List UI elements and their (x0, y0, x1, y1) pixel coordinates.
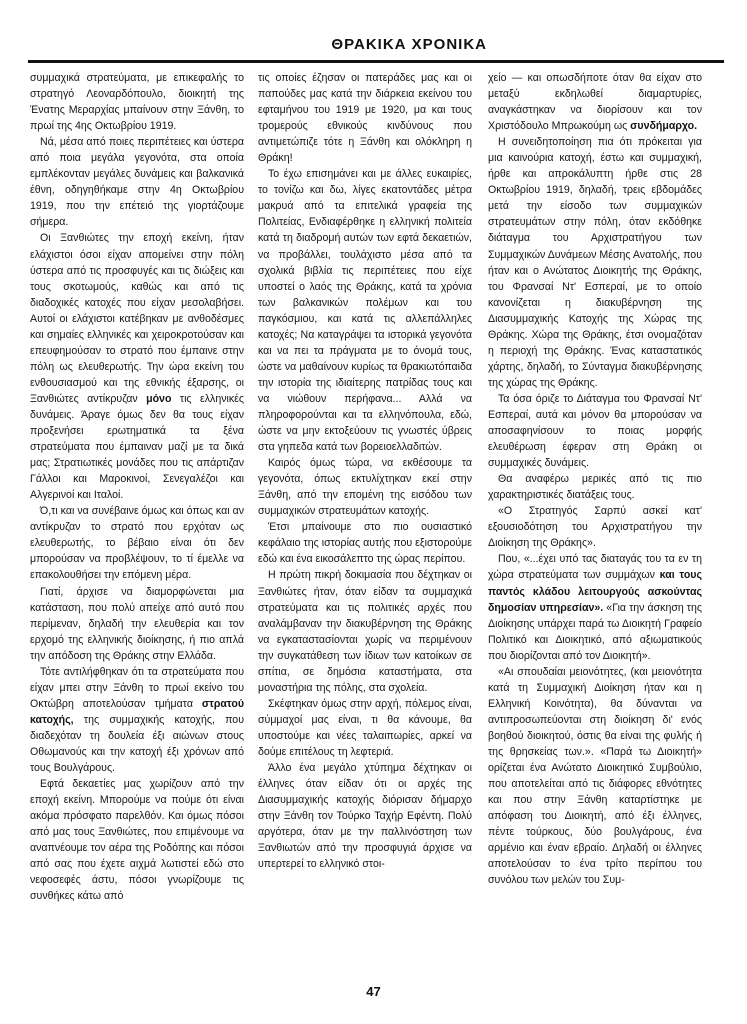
paragraph (258, 70, 472, 166)
text: Τα όσα όριζε το Διάταγμα του Φρανσαί Ντ' Εσπεραί, αυτά και μόνον θα μπορούσαν να αποσαφηνίσουν το ποιας μορφής ελευθέρωση έφεραν στη Θράκη οι συμμαχικές δυνάμεις. (488, 392, 702, 470)
paragraph (488, 551, 702, 663)
bold-text: στρατού κατοχής, (30, 697, 244, 726)
paragraph (488, 471, 702, 503)
paragraph (258, 519, 472, 567)
text: συμμαχικά στρατεύματα, με επικεφαλής το στρατηγό Λεοναρδόπουλο, διοικητή της Ένατης Μεραρχίας μπαίνουν στην Ξάνθη, το πρωί της 4ης Οκτωβρίου 1919. (30, 72, 244, 133)
text: Έτσι μπαίνουμε στο πιο ουσιαστικό κεφάλαιο της ιστορίας αυτής που εξιστορούμε εδώ και ένα εικοσάλεπτο της ώρας περίπου. (258, 521, 472, 566)
text: «Ο Στρατηγός Σαρπύ ασκεί κατ' εξουσιοδότηση του Αρχιστρατήγου την Διοίκηση της Θράκης». (488, 505, 702, 550)
text: Καιρός όμως τώρα, να εκθέσουμε τα γεγονότα, όπως εκτυλίχτηκαν εκεί στην Ξάνθη, από την επομένη της εισόδου των συμμαχικών στρατευμάτων κατοχής. (258, 457, 472, 518)
text: Γιατί, άρχισε να διαμορφώνεται μια κατάσταση, που πολύ απείχε από αυτό που περίμεναν, δηλαδή την ελευθερία και τον ερχομό της ελληνικής διοίκησης, ή πιο απλά την απόδοση της Θράκης στην Ελλάδα. (30, 585, 244, 662)
paragraph (488, 503, 702, 551)
paragraph (258, 567, 472, 695)
text: Η συνειδητοποίηση πια ότι πρόκειται για μια καινούρια κατοχή, έστω και συμμαχική, ήρθε και απροκάλυπτη ήρθε στις 28 Οκτωβρίου 1919, δηλαδή, τρεις εβδομάδες μετά την είσοδο των συμμαχικών στρατευμάτων στην πόλη, όταν εκδόθηκε διάταγμα του Αρχιστρατήγου των Συμμαχικών Δυνάμεων Μέσης Ανατολής, που ήταν και ο Ανώτατος Διοικητής της Θράκης, του Φρανσαί Ντ' Εσπεραί, με το οποίο κανονίζεται η διακυβέρνηση της Διασυμμαχικής Κατοχής της Χώρας της Θράκης. Χώρα της Θράκης, έτσι ονομαζόταν η περιοχή της Θράκης. Ένας καταστατικός χάρτης, δηλαδή, το Σύνταγμα διακυβέρνησης της χώρας της Θράκης. (488, 136, 702, 389)
bold-text: και τους παντός κλάδου λειτουργούς ασκούντας δημοσίαν υπηρεσίαν». (488, 569, 702, 614)
text: Άλλο ένα μεγάλο χτύπημα δέχτηκαν οι έλληνες όταν είδαν ότι οι αρχές της Διασυμμαχικής κατοχής διόρισαν δήμαρχο στην Ξάνθη τον Τούρκο Ταχήρ Εφέντη. Πολύ αργότερα, όταν με την παλλινόστηση των Ξανθιωτών από την προσφυγιά άρχισε να υπερτερεί το ελληνικό στοι- (258, 762, 472, 871)
text: Που, «...έχει υπό τας διαταγάς του τα εν τη χώρα στρατεύματα των συμμάχων (488, 553, 702, 582)
paragraph (258, 760, 472, 872)
paragraph (488, 70, 702, 134)
paragraph (30, 70, 244, 134)
running-header: ΘΡΑΚΙΚΑ ΧΡΟΝΙΚΑ (331, 36, 487, 53)
paragraph (30, 776, 244, 904)
column-3 (488, 70, 702, 970)
text: της συμμαχικής κατοχής, που διαδεχόταν τη δουλεία έξι αιώνων στους Οθωμανούς και την κατοχή έξι χρόνων από τους Βουλγάρους. (30, 713, 244, 775)
column-2 (258, 70, 472, 970)
paragraph (258, 166, 472, 455)
paragraph (488, 664, 702, 889)
text: «Αι σπουδαίαι μειονότητες, (και μειονότητα κατά τη Συμμαχική Διοίκηση ήταν και η Ελληνική Κοινότητα), θα δύνανται να αντιπροσωπεύονται στη διοίκηση δι' ενός βοηθού διοικητού, όστις θα είναι της φυλής ή της θρησκείας των.». «Παρά τω Διοικητή» ορίζεται ένα Ανώτατο Διοικητικό Συμβούλιο, που αποτελείται από τις διάφορες εθνότητες και που στην Ξάνθη καταρτίστηκε με απόφαση του Διοικητή, από έξι έλληνες, πέντε τούρκους, δύο βουλγάρους, ένα αρμένιο και έναν εβραίο. Δηλαδή οι έλληνες αποτελούσαν το ένα τρίτο περίπου του συνόλου των μελών του Συμ- (488, 665, 702, 887)
text: Το έχω επισημάνει και με άλλες ευκαιρίες, το τονίζω και δω, λίγες εκατοντάδες μέτρα μακρυά από τα επιτελικά γραφεία της Πολιτείας, Ενδιαφέρθηκε η ελληνική πολιτεία κατά τη διαδρομή αυτών των εφτά δεκαετιών, να προβάλλει, τουλάχιστο μέσα από τα σχολικά βιβλία τις περιπέτειες που είχε υποστεί ο λαός της Θράκης, κατά τα χρόνια των βαλκανικών πολέμων και του παγκόσμιου, και κατά τις αλλεπάλληλες κατοχές; Να καταγράψει τα ιστορικά γεγονότα και να πει τα πράγματα με το όνομά τους, ώστε να μαθαίνουν κυρίως τα θρακιωτόπαιδα την ιστορία της ιδιαίτερης πατρίδας τους και να νιώθουν περήφανα... Αλλά να πληροφορούνται και τα ελληνόπουλα, εδώ, ώστε να μην εκτοξεύουν τις γνωστές ύβρεις στα γηπεδα κατά των βορειοελλαδιτών. (258, 168, 472, 454)
paragraph (258, 455, 472, 519)
paragraph (30, 664, 244, 776)
text: Νά, μέσα από ποιες περιπέτειες και ύστερα από ποια μεγάλα γεγονότα, στα οποία εμπλέκονταν μεγάλες δυνάμεις και βαλκανικά έθνη, οδηγηθήκαμε στην 4η Οκτωβρίου 1919, που την επέτειό της γιορτάζουμε σήμερα. (30, 136, 244, 229)
text: Τότε αντιλήφθηκαν ότι τα στρατεύματα που είχαν μπει στην Ξάνθη το πρωί εκείνο του Οκτώβρη αποτελούσαν τμήματα (30, 665, 244, 710)
text: Θα αναφέρω μερικές από τις πιο χαρακτηριστικές διατάξεις τους. (488, 473, 702, 502)
header-rule (28, 60, 724, 63)
paragraph (30, 134, 244, 230)
text: τις οποίες έζησαν οι πατεράδες μας και οι παπούδες μας κατά την διάρκεια εκείνου του εφταμήνου του 1919 με 1920, μα και τους τρομερούς εθνικούς κινδύνους που αντιμετώπιζε τότε η Ξάνθη και ολόκληρη η Θράκη! (258, 72, 472, 165)
text: Η πρώτη πικρή δοκιμασία που δέχτηκαν οι Ξανθιώτες ήταν, όταν είδαν τα συμμαχικά στρατεύματα και τις πολιτικές αρχές που αναλάμβαναν την διακυβέρνηση της Θράκης να εγκαταστασίονται χωρίς να περιμένουν την συγκατάθεση των ίδιων των κατοίκων σε σπίτια, σε δημόσια καταστήματα, στα μοναστήρια της πόλης, στα σχολεία. (258, 569, 472, 694)
text: τις ελληνικές δυνάμεις. Άραγε όμως δεν θα τους είχαν προξενήσει ερωτηματικά τα ξένα στρατεύματα που έμπαιναν μαζί με τα δικά μας; Στρατιωτικές μονάδες που τις απάρτιζαν Γάλλοι και Μαροκινοί, Σενεγαλέζοι και Αλγερινοί και Ιταλοί. (30, 392, 244, 502)
paragraph (488, 391, 702, 471)
paragraph (30, 230, 244, 503)
paragraph (258, 696, 472, 760)
paragraph (30, 584, 244, 664)
paragraph (488, 134, 702, 391)
text: Ό,τι και να συνέβαινε όμως και όπως και αν αντίκρυζαν το στρατό που ερχόταν ως ελευθερωτής, το βέβαιο είναι ότι δεν μπορούσαν να προβλέψουν, το τί έμελλε να επακολουθήσει την επόμενη μέρα. (30, 505, 244, 582)
text: Οι Ξανθιώτες την εποχή εκείνη, ήταν ελάχιστοι όσοι είχαν απομείνει στην πόλη ύστερα από τις προσφυγές και τις διώξεις και τους σκοτωμούς, καθώς και από τις διαδοχικές κατοχές που είχαν μεσολαβήσει. Αυτοί οι ελάχιστοι κατέβηκαν με ανθοδέσμες και σημαίες ελληνικές και χειροκροτούσαν και επευφημούσαν το στρατό που έμπαινε στην πόλη ως ελευθερωτής. Την ώρα εκείνη του ενθουσιασμού και της εθνικής έξαρσης, οι Ξανθιώτες αντίκρυζαν (30, 232, 244, 405)
text: Εφτά δεκαετίες μας χωρίζουν από την εποχή εκείνη. Μπορούμε να πούμε ότι είναι ακόμα πρόσφατο παρελθόν. Και όμως πόσοι από μας τους Ξανθιώτες, που επιμένουμε να αναπνέουμε τον αέρα της Ροδόπης και πόσοι από σας που έχετε αιχμά λωτιστεί εδώ στο νεφοσεφές άστυ, πόσοι γνωρίζουμε τις συνθήκες κάτω από (30, 778, 244, 903)
text: «Για την άσκηση της Διοίκησης υπάρχει παρά τω Διοικητή Γραφείο Πολιτικό και Διοικητικό, από αξιωματικούς που διορίζονται από τον Διοικητή». (488, 601, 702, 662)
page-number: 47 (366, 984, 381, 999)
column-1 (30, 70, 244, 970)
text: χείο — και οπωσδήποτε όταν θα είχαν στο μεταξύ εκδηλωθεί διαμαρτυρίες, αναγκάστηκαν να διορίσουν και τον Χριστόδουλο Μπρωκούμη ως (488, 72, 702, 133)
bold-text: συνδήμαρχο. (630, 120, 698, 133)
bold-text: μόνο (146, 392, 172, 405)
text: Σκέφτηκαν όμως στην αρχή, πόλεμος είναι, σύμμαχοί μας είναι, τι θα κάνουμε, θα υποστούμε και νέες ταλαιπωρίες, αρκεί να δούμε επιτέλους τη λεφτεριά. (258, 697, 472, 758)
paragraph (30, 503, 244, 583)
